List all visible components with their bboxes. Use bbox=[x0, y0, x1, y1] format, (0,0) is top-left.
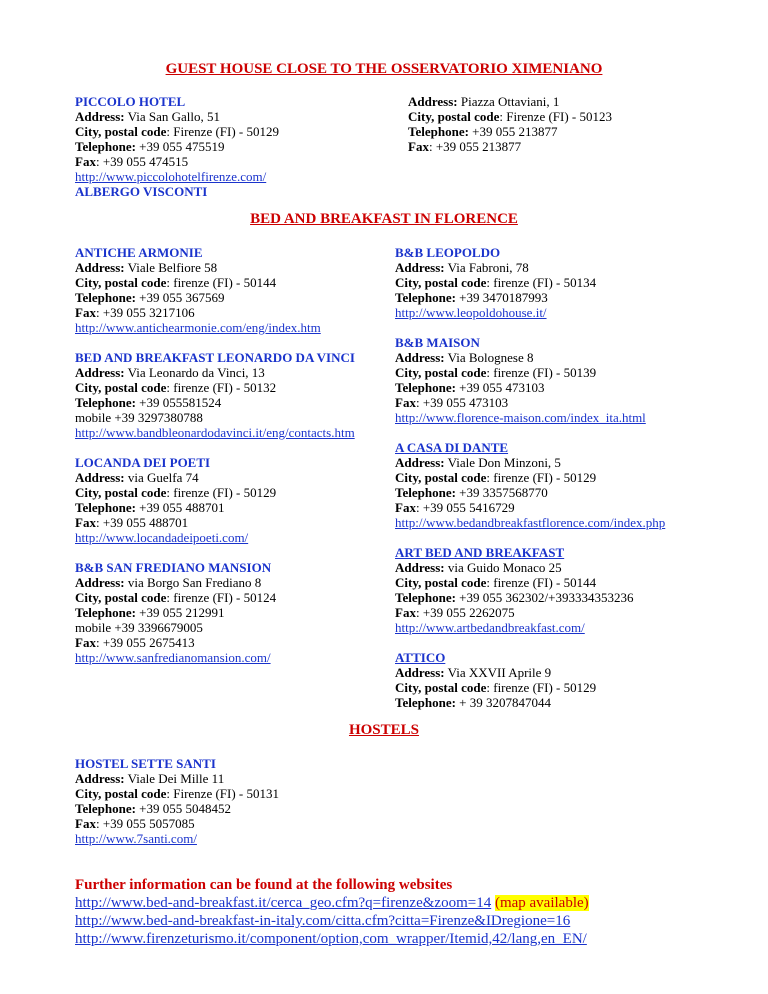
address-label: Address: bbox=[75, 575, 125, 590]
guest-left-column bbox=[75, 94, 375, 214]
guest-right-column bbox=[408, 94, 708, 169]
listing-bb-leopoldo bbox=[395, 245, 695, 320]
telephone-label: Telephone: bbox=[395, 380, 456, 395]
fax-label: Fax bbox=[395, 395, 416, 410]
address-label: Address: bbox=[75, 109, 125, 124]
city-label: City, postal code bbox=[75, 124, 167, 139]
website-link[interactable]: http://www.florence-maison.com/index_ita.html bbox=[395, 410, 646, 425]
listing-name-visconti: ALBERGO VISCONTI bbox=[75, 184, 208, 199]
city-label: City, postal code bbox=[75, 590, 167, 605]
telephone-value: +39 055 213877 bbox=[468, 124, 558, 139]
address-value: Via Leonardo da Vinci, 13 bbox=[124, 365, 265, 380]
website-link[interactable]: http://www.piccolohotelfirenze.com/ bbox=[75, 169, 267, 184]
address-label: Address: bbox=[75, 260, 125, 275]
address-label: Address: bbox=[75, 470, 125, 485]
city-label: City, postal code bbox=[75, 485, 167, 500]
bnb-left-column bbox=[75, 245, 370, 680]
further-heading: Further information can be found at the following websites bbox=[75, 877, 453, 893]
address-label: Address: bbox=[75, 771, 125, 786]
telephone-value: +39 055581524 bbox=[135, 395, 222, 410]
fax-value: : +39 055 488701 bbox=[95, 515, 189, 530]
address-label: Address: bbox=[75, 365, 125, 380]
telephone-label: Telephone: bbox=[75, 395, 136, 410]
city-value: : firenze (FI) - 50134 bbox=[486, 275, 597, 290]
telephone-label: Telephone: bbox=[395, 590, 456, 605]
further-information bbox=[75, 876, 589, 948]
telephone-label: Telephone: bbox=[75, 290, 136, 305]
fax-value: : +39 055 3217106 bbox=[95, 305, 195, 320]
website-link[interactable]: http://www.locandadeipoeti.com/ bbox=[75, 530, 249, 545]
address-label: Address: bbox=[395, 455, 445, 470]
telephone-label: Telephone: bbox=[408, 124, 469, 139]
further-link-3[interactable]: http://www.firenzeturismo.it/component/option,com_wrapper/Itemid,42/lang,en_EN/ bbox=[75, 931, 587, 947]
listing-name: HOSTEL SETTE SANTI bbox=[75, 756, 216, 771]
listing-name: B&B MAISON bbox=[395, 335, 480, 350]
telephone-label: Telephone: bbox=[75, 605, 136, 620]
telephone-value: + 39 3207847044 bbox=[455, 695, 552, 710]
city-label: City, postal code bbox=[395, 470, 487, 485]
telephone-value: +39 3357568770 bbox=[455, 485, 548, 500]
city-value: : Firenze (FI) - 50129 bbox=[166, 124, 280, 139]
city-label: City, postal code bbox=[75, 786, 167, 801]
map-available-badge: (map available) bbox=[494, 895, 589, 911]
listing-hostel-sette-santi bbox=[75, 756, 375, 846]
address-value: Via San Gallo, 51 bbox=[124, 109, 220, 124]
address-value: Viale Belfiore 58 bbox=[124, 260, 218, 275]
listing-name[interactable]: A CASA DI DANTE bbox=[395, 440, 509, 455]
fax-value: : +39 055 473103 bbox=[415, 395, 509, 410]
telephone-label: Telephone: bbox=[75, 500, 136, 515]
listing-leonardo-da-vinci bbox=[75, 350, 370, 440]
fax-label: Fax bbox=[75, 305, 96, 320]
mobile-value: mobile +39 3396679005 bbox=[75, 620, 203, 635]
address-value: Piazza Ottaviani, 1 bbox=[457, 94, 560, 109]
telephone-value: +39 055 362302/+393334353236 bbox=[455, 590, 634, 605]
listing-name[interactable]: ART BED AND BREAKFAST bbox=[395, 545, 565, 560]
telephone-label: Telephone: bbox=[75, 801, 136, 816]
address-label: Address: bbox=[408, 94, 458, 109]
fax-label: Fax bbox=[75, 154, 96, 169]
telephone-label: Telephone: bbox=[395, 485, 456, 500]
fax-value: : +39 055 2675413 bbox=[95, 635, 195, 650]
address-value: via Guelfa 74 bbox=[124, 470, 199, 485]
city-value: : Firenze (FI) - 50123 bbox=[499, 109, 613, 124]
fax-value: : +39 055 213877 bbox=[428, 139, 522, 154]
section-heading-guest-house: GUEST HOUSE CLOSE TO THE OSSERVATORIO XIMENIANO bbox=[165, 61, 603, 77]
telephone-label: Telephone: bbox=[395, 290, 456, 305]
fax-label: Fax bbox=[395, 605, 416, 620]
telephone-value: +39 055 212991 bbox=[135, 605, 225, 620]
telephone-value: +39 055 488701 bbox=[135, 500, 225, 515]
hostel-column bbox=[75, 756, 375, 861]
city-label: City, postal code bbox=[395, 680, 487, 695]
mobile-value: mobile +39 3297380788 bbox=[75, 410, 203, 425]
city-value: : Firenze (FI) - 50131 bbox=[166, 786, 280, 801]
fax-label: Fax bbox=[75, 515, 96, 530]
website-link[interactable]: http://www.bandbleonardodavinci.it/eng/contacts.htm bbox=[75, 425, 355, 440]
telephone-label: Telephone: bbox=[395, 695, 456, 710]
listing-bb-maison bbox=[395, 335, 695, 425]
city-label: City, postal code bbox=[395, 365, 487, 380]
telephone-value: +39 055 5048452 bbox=[135, 801, 232, 816]
listing-albergo-visconti bbox=[408, 94, 708, 154]
bnb-right-column bbox=[395, 245, 695, 725]
listing-piccolo-hotel bbox=[75, 94, 375, 199]
address-value: Via Fabroni, 78 bbox=[444, 260, 529, 275]
website-link[interactable]: http://www.sanfredianomansion.com/ bbox=[75, 650, 271, 665]
telephone-value: +39 055 367569 bbox=[135, 290, 225, 305]
address-label: Address: bbox=[395, 260, 445, 275]
listing-name: B&B SAN FREDIANO MANSION bbox=[75, 560, 272, 575]
website-link[interactable]: http://www.artbedandbreakfast.com/ bbox=[395, 620, 585, 635]
city-value: : firenze (FI) - 50144 bbox=[166, 275, 277, 290]
address-value: Via Bolognese 8 bbox=[444, 350, 534, 365]
website-link[interactable]: http://www.bedandbreakfastflorence.com/index.php bbox=[395, 515, 666, 530]
website-link[interactable]: http://www.antichearmonie.com/eng/index.htm bbox=[75, 320, 321, 335]
city-label: City, postal code bbox=[75, 380, 167, 395]
fax-value: : +39 055 5416729 bbox=[415, 500, 515, 515]
city-value: : firenze (FI) - 50129 bbox=[166, 485, 277, 500]
address-value: Viale Don Minzoni, 5 bbox=[444, 455, 561, 470]
listing-antiche-armonie bbox=[75, 245, 370, 335]
further-link-1[interactable]: http://www.bed-and-breakfast.it/cerca_geo.cfm?q=firenze&zoom=14 bbox=[75, 895, 492, 911]
listing-name: B&B LEOPOLDO bbox=[395, 245, 501, 260]
city-label: City, postal code bbox=[395, 275, 487, 290]
website-link[interactable]: http://www.7santi.com/ bbox=[75, 831, 197, 846]
further-link-2[interactable]: http://www.bed-and-breakfast-in-italy.com/citta.cfm?citta=Firenze&IDregione=16 bbox=[75, 913, 571, 929]
section-heading-bnb: BED AND BREAKFAST IN FLORENCE bbox=[250, 211, 518, 227]
listing-attico bbox=[395, 650, 695, 710]
address-value: via Guido Monaco 25 bbox=[444, 560, 562, 575]
telephone-label: Telephone: bbox=[75, 139, 136, 154]
telephone-value: +39 055 473103 bbox=[455, 380, 545, 395]
city-label: City, postal code bbox=[408, 109, 500, 124]
address-value: Via XXVII Aprile 9 bbox=[444, 665, 552, 680]
fax-value: : +39 055 474515 bbox=[95, 154, 189, 169]
address-label: Address: bbox=[395, 665, 445, 680]
city-value: : firenze (FI) - 50144 bbox=[486, 575, 597, 590]
telephone-value: +39 3470187993 bbox=[455, 290, 548, 305]
listing-name: PICCOLO HOTEL bbox=[75, 94, 186, 109]
city-label: City, postal code bbox=[75, 275, 167, 290]
telephone-value: +39 055 475519 bbox=[135, 139, 225, 154]
listing-name: ANTICHE ARMONIE bbox=[75, 245, 203, 260]
city-value: : firenze (FI) - 50132 bbox=[166, 380, 277, 395]
fax-label: Fax bbox=[395, 500, 416, 515]
listing-name: BED AND BREAKFAST LEONARDO DA VINCI bbox=[75, 350, 355, 365]
listing-a-casa-di-dante bbox=[395, 440, 695, 530]
listing-name[interactable]: ATTICO bbox=[395, 650, 446, 665]
fax-value: : +39 055 5057085 bbox=[95, 816, 195, 831]
address-value: Viale Dei Mille 11 bbox=[124, 771, 225, 786]
address-value: via Borgo San Frediano 8 bbox=[124, 575, 262, 590]
address-label: Address: bbox=[395, 560, 445, 575]
fax-label: Fax bbox=[75, 635, 96, 650]
city-value: : firenze (FI) - 50129 bbox=[486, 470, 597, 485]
listing-locanda-dei-poeti bbox=[75, 455, 370, 545]
city-value: : firenze (FI) - 50129 bbox=[486, 680, 597, 695]
address-label: Address: bbox=[395, 350, 445, 365]
city-value: : firenze (FI) - 50139 bbox=[486, 365, 597, 380]
fax-value: : +39 055 2262075 bbox=[415, 605, 515, 620]
city-label: City, postal code bbox=[395, 575, 487, 590]
fax-label: Fax bbox=[408, 139, 429, 154]
listing-art-bed-and-breakfast bbox=[395, 545, 695, 635]
listing-name: LOCANDA DEI POETI bbox=[75, 455, 211, 470]
section-heading-hostels: HOSTELS bbox=[348, 722, 420, 738]
fax-label: Fax bbox=[75, 816, 96, 831]
website-link[interactable]: http://www.leopoldohouse.it/ bbox=[395, 305, 547, 320]
listing-san-frediano-mansion bbox=[75, 560, 370, 665]
city-value: : firenze (FI) - 50124 bbox=[166, 590, 277, 605]
